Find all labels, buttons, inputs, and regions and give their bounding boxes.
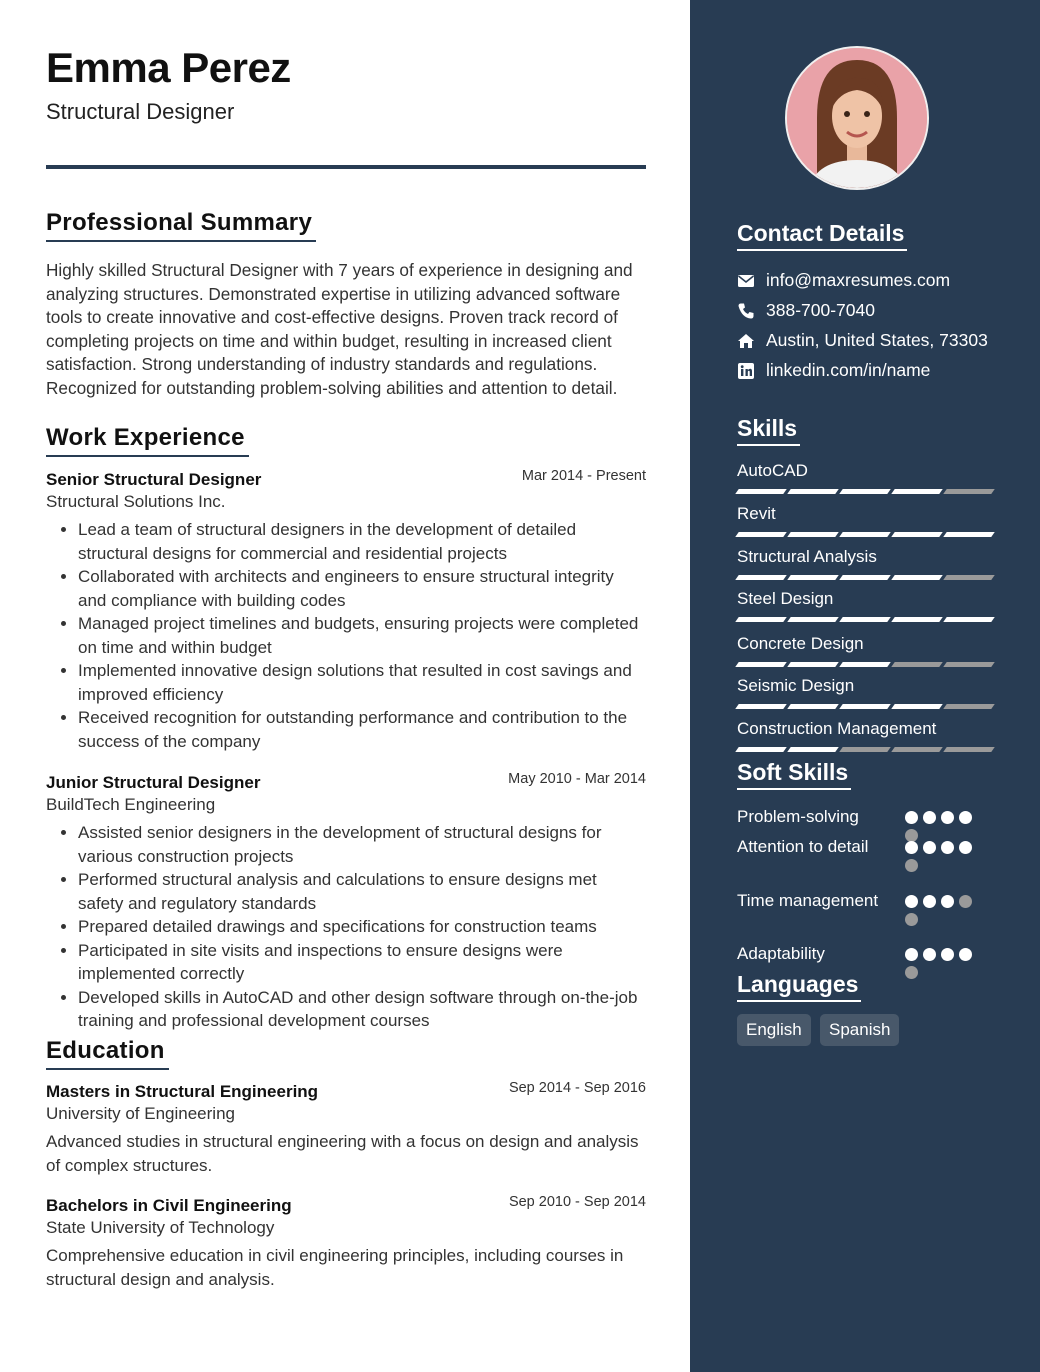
job-title: Junior Structural Designer: [46, 773, 261, 792]
skill-level-segment: [891, 747, 943, 752]
contact-email[interactable]: [737, 270, 950, 291]
skill-item: [737, 634, 993, 667]
work-heading: Work Experience: [46, 424, 249, 457]
rating-dot: [905, 966, 918, 979]
skill-level-segment: [735, 704, 787, 709]
contact-linkedin[interactable]: [737, 360, 930, 381]
rating-dot: [959, 948, 972, 961]
education-dates: Sep 2014 - Sep 2016: [508, 1080, 646, 1096]
education-heading: Education: [46, 1037, 169, 1070]
skill-level-segment: [735, 617, 787, 622]
contact-heading: Contact Details: [737, 220, 907, 251]
education-entry: [46, 1082, 646, 1178]
skill-level-segment: [787, 575, 839, 580]
email-text: info@maxresumes.com: [766, 270, 951, 290]
skill-level-segment: [839, 747, 891, 752]
rating-dot: [923, 841, 936, 854]
skill-level-segment: [839, 575, 891, 580]
skill-level-segment: [787, 662, 839, 667]
rating-dot: [905, 895, 918, 908]
skill-level-segment: [943, 489, 995, 494]
skill-level-segment: [891, 662, 943, 667]
skill-level-segment: [787, 704, 839, 709]
phone-text: 388-700-7040: [766, 300, 875, 320]
education-dates: Sep 2010 - Sep 2014: [508, 1194, 646, 1210]
skill-level-segment: [943, 532, 995, 537]
skill-level-segment: [839, 704, 891, 709]
job-bullet: • Collaborated with architects and engineers to ensure structural integrity and compliance with building codes: [78, 565, 646, 612]
skill-level-segment: [787, 747, 839, 752]
summary-text: Highly skilled Structural Designer with 7 years of experience in designing and analyzing structures. Demonstrated expertise in utilizing advanced software tools to create innovative and cost-effective designs. Proven track record of completing projects on time and within budget, resulting in increased client satisfaction. Strong understanding of industry standards and regulations. Recognized for outstanding problem-solving abilities and attention to detail.: [46, 260, 633, 398]
header-divider: [46, 165, 646, 169]
rating-dot: [959, 811, 972, 824]
skill-item: [737, 461, 993, 494]
skill-name: Concrete Design: [737, 634, 864, 653]
skill-level-segment: [891, 704, 943, 709]
contact-address: [737, 330, 988, 351]
skill-level-bar: [737, 747, 993, 752]
skill-level-segment: [891, 575, 943, 580]
skill-level-segment: [891, 532, 943, 537]
job-bullet: • Assisted senior designers in the development of structural designs for various construction projects: [78, 821, 646, 868]
skill-level-segment: [943, 704, 995, 709]
skill-level-segment: [735, 489, 787, 494]
skill-level-bar: [737, 532, 993, 537]
soft-skill-name: Problem-solving: [737, 807, 859, 826]
language-tag: English: [737, 1014, 811, 1046]
skill-level-segment: [839, 532, 891, 537]
rating-dot: [905, 913, 918, 926]
skill-level-bar: [737, 662, 993, 667]
skill-level-segment: [891, 617, 943, 622]
candidate-name: Emma Perez: [46, 44, 291, 91]
address-text: Austin, United States, 73303: [766, 330, 988, 350]
envelope-icon: [737, 272, 755, 290]
skill-level-segment: [943, 575, 995, 580]
skill-name: Structural Analysis: [737, 547, 877, 566]
job-bullet: • Lead a team of structural designers in the development of detailed structural designs for commercial and residential projects: [78, 518, 646, 565]
languages-heading: Languages: [737, 971, 861, 1002]
skill-item: [737, 719, 993, 752]
skill-level-segment: [735, 662, 787, 667]
job-bullet: • Developed skills in AutoCAD and other design software through on-the-job training and professional development courses: [78, 986, 646, 1033]
skill-level-segment: [787, 617, 839, 622]
skill-item: [737, 547, 993, 580]
skill-level-segment: [891, 489, 943, 494]
profile-photo: [785, 46, 929, 190]
skill-item: [737, 589, 993, 622]
skill-name: AutoCAD: [737, 461, 808, 480]
candidate-title: Structural Designer: [46, 99, 235, 124]
rating-dot: [941, 948, 954, 961]
skill-level-bar: [737, 704, 993, 709]
rating-dot: [941, 811, 954, 824]
rating-dot: [923, 811, 936, 824]
education-description: Advanced studies in structural engineering with a focus on design and analysis of complex structures.: [46, 1132, 639, 1175]
soft-skill-item: [737, 942, 1007, 966]
job-bullet: • Performed structural analysis and calculations to ensure designs met safety and regulatory standards: [78, 868, 646, 915]
education-description: Comprehensive education in civil engineering principles, including courses in structural design and analysis.: [46, 1246, 624, 1289]
job-bullet: • Prepared detailed drawings and specifications for construction teams: [78, 915, 646, 939]
rating-dot: [923, 948, 936, 961]
job-dates: May 2010 - Mar 2014: [508, 771, 646, 787]
rating-dot: [905, 841, 918, 854]
skill-level-bar: [737, 489, 993, 494]
job-bullet: • Received recognition for outstanding performance and contribution to the success of the company: [78, 706, 646, 753]
soft-skill-rating: [905, 841, 985, 877]
home-icon: [737, 332, 755, 350]
skill-level-segment: [943, 747, 995, 752]
skill-level-segment: [839, 489, 891, 494]
job-entry: [46, 470, 646, 753]
job-bullet: • Participated in site visits and inspections to ensure designs were implemented correctly: [78, 939, 646, 986]
degree-title: Bachelors in Civil Engineering: [46, 1196, 292, 1215]
soft-skill-name: Adaptability: [737, 944, 825, 963]
soft-skill-item: [737, 889, 1007, 913]
soft-skill-rating: [905, 895, 985, 931]
skill-level-segment: [839, 662, 891, 667]
rating-dot: [905, 811, 918, 824]
skill-level-segment: [839, 617, 891, 622]
job-title: Senior Structural Designer: [46, 470, 262, 489]
soft-skill-item: [737, 835, 1007, 859]
skill-level-segment: [787, 489, 839, 494]
soft-skill-name: Time management: [737, 891, 879, 910]
job-bullets: [46, 518, 646, 753]
soft-skills-heading: Soft Skills: [737, 759, 851, 790]
skills-heading: Skills: [737, 415, 800, 446]
soft-skill-name: Attention to detail: [737, 837, 869, 856]
rating-dot: [923, 895, 936, 908]
job-bullet: • Managed project timelines and budgets, ensuring projects were completed on time and within budget: [78, 612, 646, 659]
rating-dot: [959, 841, 972, 854]
skill-name: Revit: [737, 504, 776, 523]
skill-level-segment: [787, 532, 839, 537]
skill-name: Construction Management: [737, 719, 937, 738]
phone-icon: [737, 302, 755, 320]
rating-dot: [941, 895, 954, 908]
job-company: Structural Solutions Inc.: [46, 492, 226, 511]
linkedin-icon: [737, 362, 755, 380]
language-tag: Spanish: [820, 1014, 899, 1046]
skill-item: [737, 504, 993, 537]
soft-skill-rating: [905, 948, 985, 984]
skill-level-bar: [737, 575, 993, 580]
job-entry: [46, 773, 646, 1033]
rating-dot: [959, 895, 972, 908]
rating-dot: [905, 859, 918, 872]
rating-dot: [941, 841, 954, 854]
skill-level-bar: [737, 617, 993, 622]
job-dates: Mar 2014 - Present: [521, 468, 646, 484]
skill-name: Steel Design: [737, 589, 834, 608]
skill-level-segment: [943, 617, 995, 622]
linkedin-text: linkedin.com/in/name: [766, 360, 931, 380]
skill-item: [737, 676, 993, 709]
job-company: BuildTech Engineering: [46, 795, 216, 814]
skill-level-segment: [735, 575, 787, 580]
rating-dot: [905, 948, 918, 961]
school-name: State University of Technology: [46, 1218, 275, 1237]
skill-name: Seismic Design: [737, 676, 855, 695]
soft-skill-item: [737, 805, 1007, 829]
contact-phone[interactable]: [737, 300, 875, 321]
skill-level-segment: [735, 532, 787, 537]
job-bullet: • Implemented innovative design solutions that resulted in cost savings and improved efficiency: [78, 659, 646, 706]
summary-heading: Professional Summary: [46, 209, 316, 242]
degree-title: Masters in Structural Engineering: [46, 1082, 319, 1101]
skill-level-segment: [943, 662, 995, 667]
job-bullets: [46, 821, 646, 1033]
school-name: University of Engineering: [46, 1104, 235, 1123]
education-entry: [46, 1196, 646, 1292]
skill-level-segment: [735, 747, 787, 752]
